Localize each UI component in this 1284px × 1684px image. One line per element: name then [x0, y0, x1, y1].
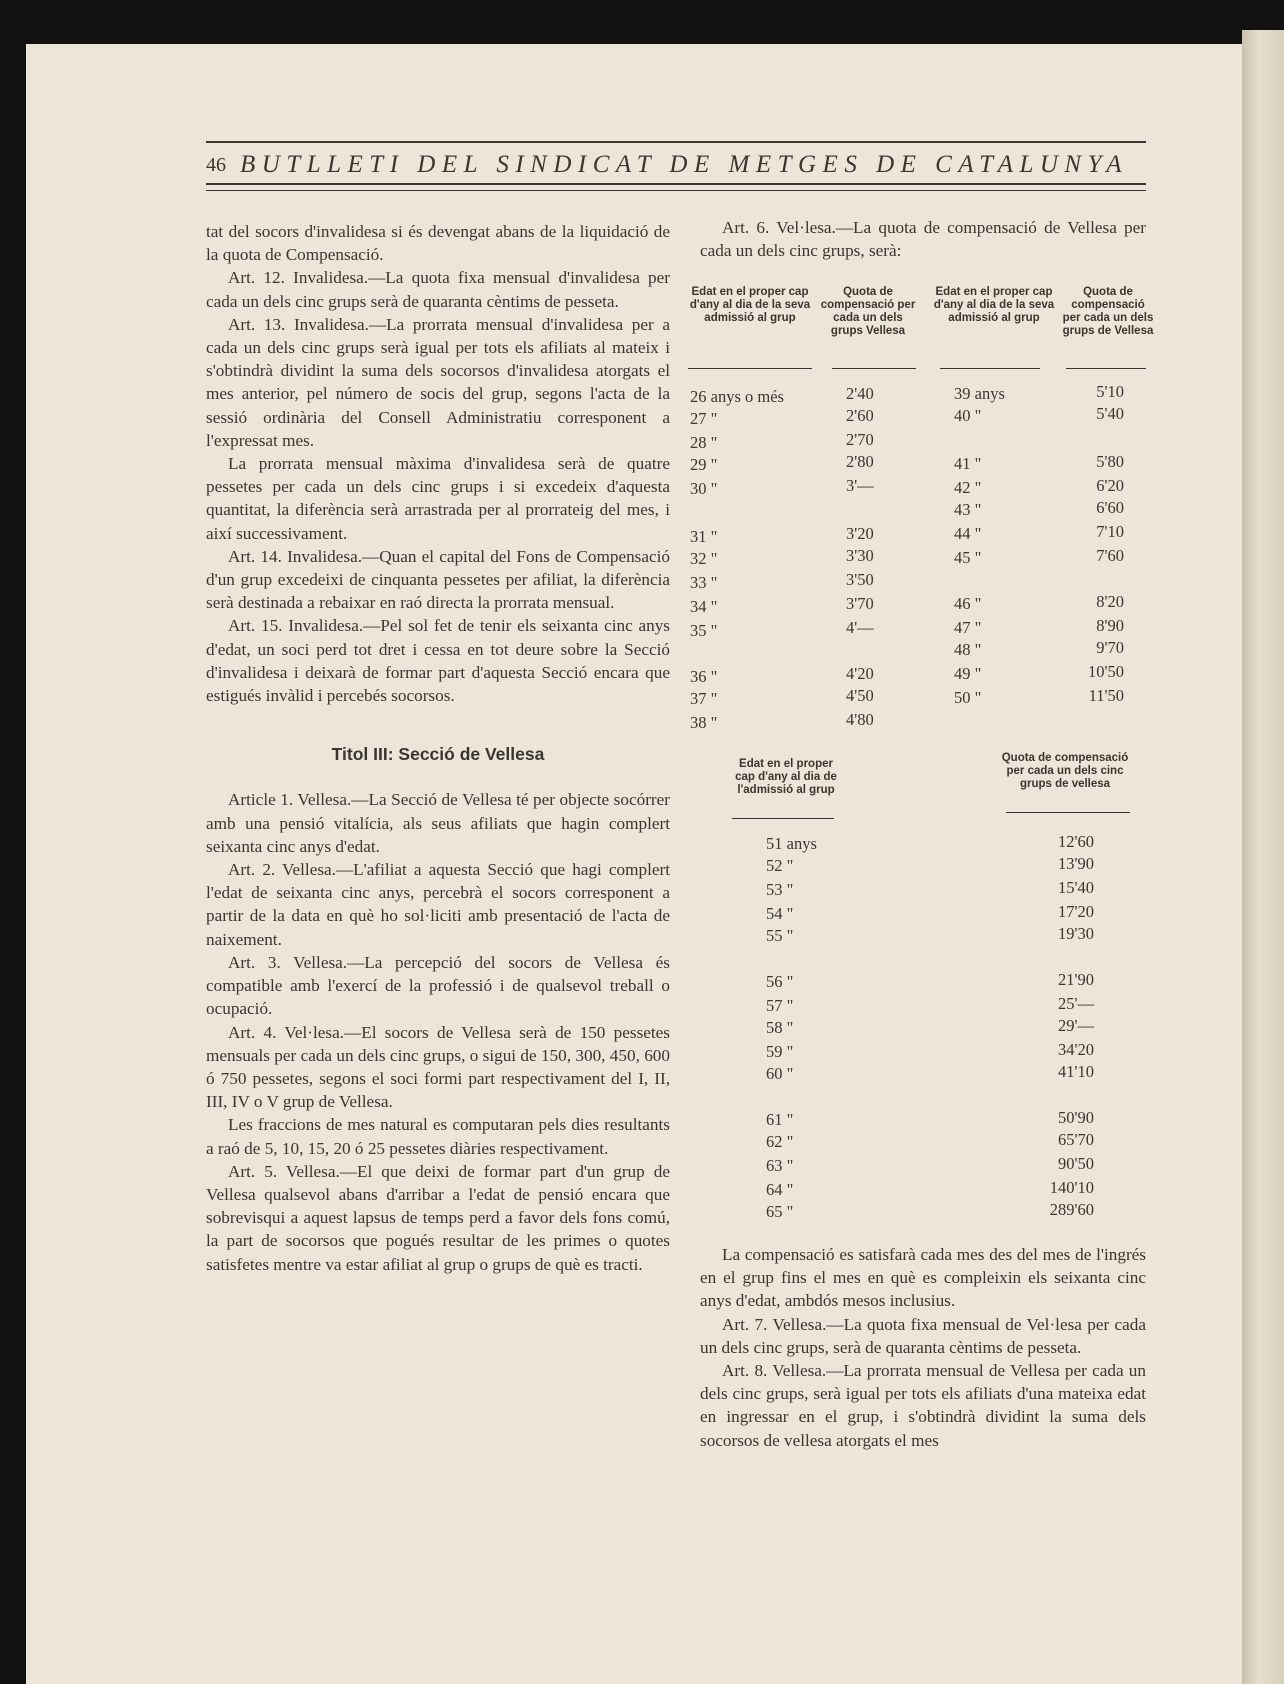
table1-header: Quota de compensació per cada un dels grups de Vellesa	[1062, 286, 1154, 337]
table1-age: 29 "	[690, 455, 718, 474]
table1-age: 40 "	[954, 406, 982, 425]
table1-quota: 4'80	[846, 710, 874, 729]
table1-age: 41 "	[954, 454, 982, 473]
table2-age: 58 "	[766, 1018, 794, 1037]
table1-age: 32 "	[690, 549, 718, 568]
table2-age: 52 "	[766, 856, 794, 875]
table2-header-rule	[1006, 812, 1130, 813]
table1-quota: 2'40	[846, 384, 874, 403]
paragraph: La prorrata mensual màxima d'invalidesa serà de quatre pessetes per cada un dels cinc grups i si excedeix d'aquesta quantitat, la diferència serà arrastrada per al prorrateig del mes, i així successivament.	[206, 454, 670, 543]
paragraph: Art. 3. Vellesa.—La percepció del socors de Vellesa és compatible amb l'exercí de la professió i de qualsevol treball o ocupació.	[206, 952, 670, 1019]
table1-header-rule	[688, 368, 812, 369]
table1-quota: 5'40	[1096, 404, 1124, 423]
table1-quota: 2'70	[846, 430, 874, 449]
table1-header-rule	[832, 368, 916, 369]
table2-quota: 140'10	[1049, 1178, 1094, 1197]
table1-header: Quota de compensació per cada un dels grups Vellesa	[820, 286, 916, 337]
table2-age: 59 "	[766, 1042, 794, 1061]
paragraph: Art. 8. Vellesa.—La prorrata mensual de Vellesa per cada un dels cinc grups, serà igual per tots els afiliats d'una mateixa edat en ingressar en el grup, i s'obtindrà dividint la suma dels socorsos de vellesa atorgats el mes	[700, 1361, 1146, 1450]
table2-age: 63 "	[766, 1156, 794, 1175]
table2-age: 65 "	[766, 1202, 794, 1221]
table2-header-rule	[732, 818, 834, 819]
paragraph: Article 1. Vellesa.—La Secció de Vellesa té per objecte socórrer amb una pensió vitalícia, als seus afiliats que hagin complert seixanta cinc anys d'edat.	[206, 790, 670, 856]
table2-age: 53 "	[766, 880, 794, 899]
table1-age: 35 "	[690, 621, 718, 640]
table2-quota: 17'20	[1058, 902, 1094, 921]
table2-age: 61 "	[766, 1110, 794, 1129]
table1-quota: 7'10	[1096, 522, 1124, 541]
table1-age: 39 anys	[954, 384, 1005, 403]
table2-age: 55 "	[766, 926, 794, 945]
left-column	[206, 220, 670, 1276]
table1-quota: 2'60	[846, 406, 874, 425]
table2-quota: 41'10	[1058, 1062, 1094, 1081]
paragraph: Les fraccions de mes natural es computaran pels dies resultants a raó de 5, 10, 15, 20 ó 25 pessetes diàries respectivament.	[206, 1115, 670, 1158]
table1-quota: 9'70	[1096, 638, 1124, 657]
table2-age: 51 anys	[766, 834, 817, 853]
header-rule-mid	[206, 183, 1146, 185]
table2-age: 54 "	[766, 904, 794, 923]
table1-quota: 4'50	[846, 686, 874, 705]
table1-age: 38 "	[690, 713, 718, 732]
table1-quota: 7'60	[1096, 546, 1124, 565]
table1-header-rule	[940, 368, 1040, 369]
table1-quota: 4'—	[846, 618, 874, 637]
paragraph: Art. 12. Invalidesa.—La quota fixa mensual d'invalidesa per cada un dels cinc grups serà de quaranta cèntims de pesseta.	[206, 268, 670, 311]
table1-age: 50 "	[954, 688, 982, 707]
table1-quota: 6'20	[1096, 476, 1124, 495]
table2-header: Quota de compensació per cada un dels cinc grups de vellesa	[1001, 752, 1129, 790]
table2-quota: 13'90	[1058, 854, 1094, 873]
table1-header-rule	[1066, 368, 1146, 369]
table1-header: Edat en el proper cap d'any al dia de la seva admissió al grup	[933, 286, 1055, 324]
table1-quota: 11'50	[1088, 686, 1124, 705]
paragraph: Art. 4. Vel·lesa.—El socors de Vellesa serà de 150 pessetes mensuals per cada un dels cinc grups, o sigui de 150, 300, 450, 600 ó 750 pessetes, segons el soci formi part respectivament del I, II, III, IV o V grup de Vellesa.	[206, 1022, 670, 1112]
table2-quota: 25'—	[1058, 994, 1094, 1013]
table1-quota: 3'—	[846, 476, 874, 495]
table1-quota: 5'10	[1096, 382, 1124, 401]
table2-quota: 90'50	[1058, 1154, 1094, 1173]
table1-quota: 3'20	[846, 524, 874, 543]
table1-quota: 8'20	[1096, 592, 1124, 611]
table2-quota: 50'90	[1058, 1108, 1094, 1127]
art6-intro: Art. 6. Vel·lesa.—La quota de compensació de Vellesa per cada un dels cinc grups, serà:	[700, 218, 1146, 261]
table1-age: 49 "	[954, 664, 982, 683]
table1-quota: 3'70	[846, 594, 874, 613]
table1-age: 34 "	[690, 597, 718, 616]
table1-quota: 2'80	[846, 452, 874, 471]
paragraph: Art. 14. Invalidesa.—Quan el capital del Fons de Compensació d'un grup excedeixi de cinquanta pessetes per afiliat, la diferència serà destinada a rebaixar en raó directa la prorrata mensual.	[206, 546, 670, 613]
table1-age: 43 "	[954, 500, 982, 519]
paragraph: Art. 5. Vellesa.—El que deixi de formar part d'un grup de Vellesa qualsevol abans d'arribar a l'edat de pensió encara que sobrevisqui a aquest lapsus de temps perd a favor dels fons comú, la part de socorsos que pogués resultar de les primes o quotes satisfetes mentre va estar afiliat al grup o grups de què es tracti.	[206, 1161, 670, 1274]
table2-age: 62 "	[766, 1132, 794, 1151]
table1-age: 30 "	[690, 479, 718, 498]
journal-title: BUTLLETI DEL SINDICAT DE METGES DE CATALUNYA	[240, 151, 1129, 178]
table1-quota: 4'20	[846, 664, 874, 683]
table1-age: 47 "	[954, 618, 982, 637]
table1-quota: 5'80	[1096, 452, 1124, 471]
paragraph: Art. 15. Invalidesa.—Pel sol fet de tenir els seixanta cinc anys d'edat, un soci perd tot dret i cessa en tot deure sobre la Secció d'invalidesa i deixarà de formar part d'aquesta Secció encara que estigués invàlid i percebés socorsos.	[206, 616, 670, 706]
table1-age: 48 "	[954, 640, 982, 659]
section-heading: Titol III: Secció de Vellesa	[331, 744, 545, 765]
paragraph: La compensació es satisfarà cada mes des del mes de l'ingrés en el grup fins el mes en què es compleixin els seixanta cinc anys d'edat, ambdós mesos inclusius.	[700, 1245, 1146, 1311]
table1-age: 27 "	[690, 409, 718, 428]
table2-age: 60 "	[766, 1064, 794, 1083]
table1-age: 45 "	[954, 548, 982, 567]
table1-age: 46 "	[954, 594, 982, 613]
table1-quota: 3'30	[846, 546, 874, 565]
table2-age: 56 "	[766, 972, 794, 991]
page-number: 46	[206, 153, 226, 176]
table2-header: Edat en el proper cap d'any al dia de l'admissió al grup	[735, 758, 837, 796]
table1-age: 26 anys o més	[690, 387, 784, 406]
table1-age: 31 "	[690, 527, 718, 546]
right-bottom-text	[700, 1243, 1146, 1452]
book-spine	[1242, 30, 1284, 1684]
table2-quota: 65'70	[1058, 1130, 1094, 1149]
table2-quota: 289'60	[1049, 1200, 1094, 1219]
table2-age: 57 "	[766, 996, 794, 1015]
table1-quota: 8'90	[1096, 616, 1124, 635]
paragraph: Art. 13. Invalidesa.—La prorrata mensual d'invalidesa per a cada un dels cinc grups serà igual per tots els afiliats al mateix i s'obtindrà dividint la suma dels socorsos d'invalidesa atorgats el mes anterior, pel número de socis del grup, segons l'acta de la sessió ordinària del Consell Administratiu corresponent a l'expressat mes.	[206, 314, 670, 450]
table1-age: 42 "	[954, 478, 982, 497]
table2-quota: 15'40	[1058, 878, 1094, 897]
table1-age: 33 "	[690, 573, 718, 592]
header-rule-bottom	[206, 190, 1146, 191]
paragraph: tat del socors d'invalidesa si és devengat abans de la liquidació de la quota de Compensació.	[206, 222, 670, 265]
header-rule-top	[206, 141, 1146, 143]
table1-age: 36 "	[690, 667, 718, 686]
paragraph: Art. 2. Vellesa.—L'afiliat a aquesta Secció que hagi complert l'edat de seixanta cinc anys, percebrà el socors corresponent a partir de la data en què ho sol·liciti amb presentació de l'acta de naixement.	[206, 860, 670, 949]
table1-quota: 6'60	[1096, 498, 1124, 517]
table1-age: 44 "	[954, 524, 982, 543]
table1-age: 28 "	[690, 433, 718, 452]
running-header	[206, 148, 1146, 182]
table1-quota: 3'50	[846, 570, 874, 589]
table2-quota: 21'90	[1058, 970, 1094, 989]
table2-quota: 12'60	[1058, 832, 1094, 851]
table2-age: 64 "	[766, 1180, 794, 1199]
table1-header: Edat en el proper cap d'any al dia de la seva admissió al grup	[689, 286, 811, 324]
table1-age: 37 "	[690, 689, 718, 708]
table2-quota: 29'—	[1058, 1016, 1094, 1035]
table1-quota: 10'50	[1088, 662, 1124, 681]
right-intro	[700, 216, 1146, 262]
table2-quota: 19'30	[1058, 924, 1094, 943]
table2-quota: 34'20	[1058, 1040, 1094, 1059]
paragraph: Art. 7. Vellesa.—La quota fixa mensual de Vel·lesa per cada un dels cinc grups, serà de quaranta cèntims de pesseta.	[700, 1314, 1146, 1357]
